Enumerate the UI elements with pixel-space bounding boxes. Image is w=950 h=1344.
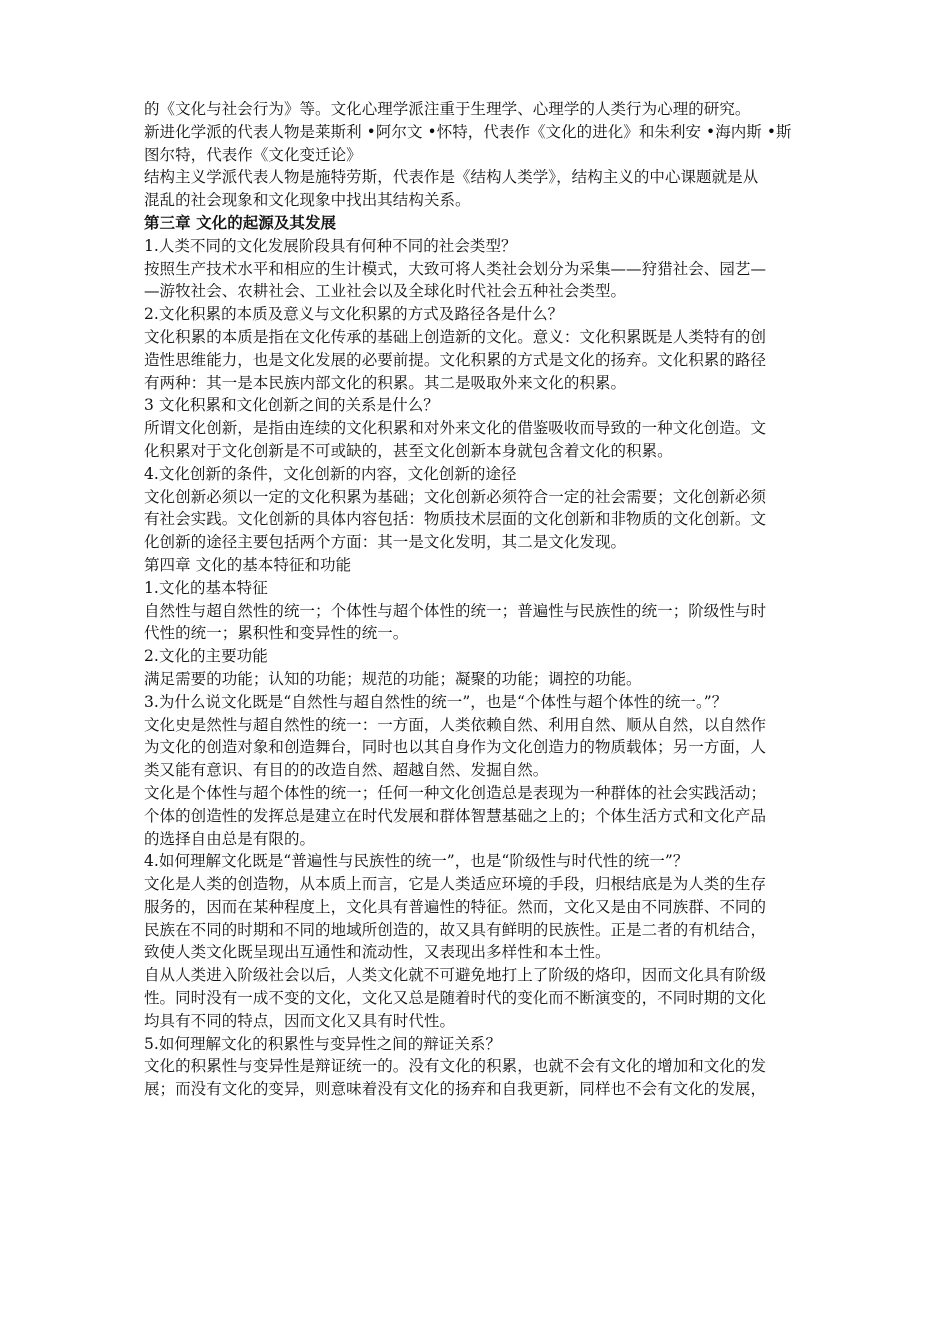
- text-line: 3 文化积累和文化创新之间的关系是什么？: [144, 396, 439, 415]
- text-line: 2.文化积累的本质及意义与文化积累的方式及路径各是什么？: [144, 305, 564, 324]
- text-line: 结构主义学派代表人物是施特劳斯，代表作是《结构人类学》，结构主义的中心课题就是从: [144, 168, 759, 187]
- text-line: 有社会实践。文化创新的具体内容包括：物质技术层面的文化创新和非物质的文化创新。文: [144, 510, 767, 529]
- text-line: 4.文化创新的条件，文化创新的内容，文化创新的途径: [144, 464, 517, 483]
- text-line: 图尔特，代表作《文化变迁论》: [144, 145, 362, 164]
- text-line: 文化的积累性与变异性是辩证统一的。没有文化的积累，也就不会有文化的增加和文化的发: [144, 1057, 767, 1076]
- text-line: 4.如何理解文化既是“普遍性与民族性的统一”，也是“阶级性与时代性的统一”？: [144, 852, 689, 871]
- text-line: 自从人类进入阶级社会以后，人类文化就不可避免地打上了阶级的烙印，因而文化具有阶级: [144, 966, 767, 985]
- text-line: 文化是个体性与超个体性的统一；任何一种文化创造总是表现为一种群体的社会实践活动；: [144, 783, 767, 802]
- text-line: 的选择自由总是有限的。: [144, 829, 316, 848]
- text-line: 类又能有意识、有目的的改造自然、超越自然、发掘自然。: [144, 761, 549, 780]
- text-line: 1.文化的基本特征: [144, 578, 268, 597]
- text-line: 自然性与超自然性的统一；个体性与超个体性的统一；普遍性与民族性的统一；阶级性与时: [144, 601, 767, 620]
- text-line: 有两种：其一是本民族内部文化的积累。其二是吸取外来文化的积累。: [144, 373, 627, 392]
- text-line: 为文化的创造对象和创造舞台，同时也以其自身作为文化创造力的物质载体；另一方面，人: [144, 738, 767, 757]
- text-line: 满足需要的功能；认知的功能；规范的功能；凝聚的功能；调控的功能。: [144, 669, 642, 688]
- text-line: 所谓文化创新，是指由连续的文化积累和对外来文化的借鉴吸收而导致的一种文化创造。文: [144, 419, 767, 438]
- text-line: 化创新的途径主要包括两个方面：其一是文化发明，其二是文化发现。: [144, 533, 627, 552]
- text-line: 按照生产技术水平和相应的生计模式，大致可将人类社会划分为采集——狩猎社会、园艺—: [144, 259, 767, 278]
- text-line: 5.如何理解文化的积累性与变异性之间的辩证关系？: [144, 1034, 501, 1053]
- text-line: 化积累对于文化创新是不可或缺的，甚至文化创新本身就包含着文化的积累。: [144, 441, 673, 460]
- text-line: 展；而没有文化的变异，则意味着没有文化的扬弃和自我更新，同样也不会有文化的发展，: [144, 1080, 767, 1099]
- text-line: 民族在不同的时期和不同的地域所创造的，故又具有鲜明的民族性。正是二者的有机结合，: [144, 920, 767, 939]
- text-line: 代性的统一；累积性和变异性的统一。: [144, 624, 409, 643]
- text-line: 的《文化与社会行为》等。文化心理学派注重于生理学、心理学的人类行为心理的研究。: [144, 100, 751, 118]
- page-body-text: [144, 98, 812, 1101]
- text-line: 均具有不同的特点，因而文化又具有时代性。: [144, 1011, 456, 1030]
- text-line: —游牧社会、农耕社会、工业社会以及全球化时代社会五种社会类型。: [144, 282, 627, 301]
- text-line: 造性思维能力，也是文化发展的必要前提。文化积累的方式是文化的扬弃。文化积累的路径: [144, 350, 767, 369]
- text-line: 第四章 文化的基本特征和功能: [144, 555, 352, 574]
- text-line: 3.为什么说文化既是“自然性与超自然性的统一”，也是“个体性与超个体性的统一。”？: [144, 692, 728, 711]
- text-line: 2.文化的主要功能: [144, 647, 268, 666]
- text-line: 致使人类文化既呈现出互通性和流动性，又表现出多样性和本土性。: [144, 943, 611, 962]
- text-line: 混乱的社会现象和文化现象中找出其结构关系。: [144, 191, 471, 210]
- text-line: 服务的，因而在某种程度上，文化具有普遍性的特征。然而，文化又是由不同族群、不同的: [144, 897, 767, 916]
- text-line: 文化史是然性与超自然性的统一：一方面，人类依赖自然、利用自然、顺从自然，以自然作: [144, 715, 767, 734]
- text-line: 新进化学派的代表人物是莱斯利 •阿尔文 •怀特，代表作《文化的进化》和朱利安 •海内斯 •斯: [144, 122, 792, 141]
- text-line: 1.人类不同的文化发展阶段具有何种不同的社会类型？: [144, 236, 517, 255]
- text-line: 性。同时没有一成不变的文化，文化又总是随着时代的变化而不断演变的，不同时期的文化: [144, 989, 767, 1008]
- chapter-heading: 第三章 文化的起源及其发展: [144, 212, 337, 232]
- text-line: 个体的创造性的发挥总是建立在时代发展和群体智慧基础之上的；个体生活方式和文化产品: [144, 806, 767, 825]
- text-line: 文化创新必须以一定的文化积累为基础；文化创新必须符合一定的社会需要；文化创新必须: [144, 487, 767, 506]
- text-line: 文化积累的本质是指在文化传承的基础上创造新的文化。意义：文化积累既是人类特有的创: [144, 327, 767, 346]
- text-line: 文化是人类的创造物，从本质上而言，它是人类适应环境的手段，归根结底是为人类的生存: [144, 875, 767, 894]
